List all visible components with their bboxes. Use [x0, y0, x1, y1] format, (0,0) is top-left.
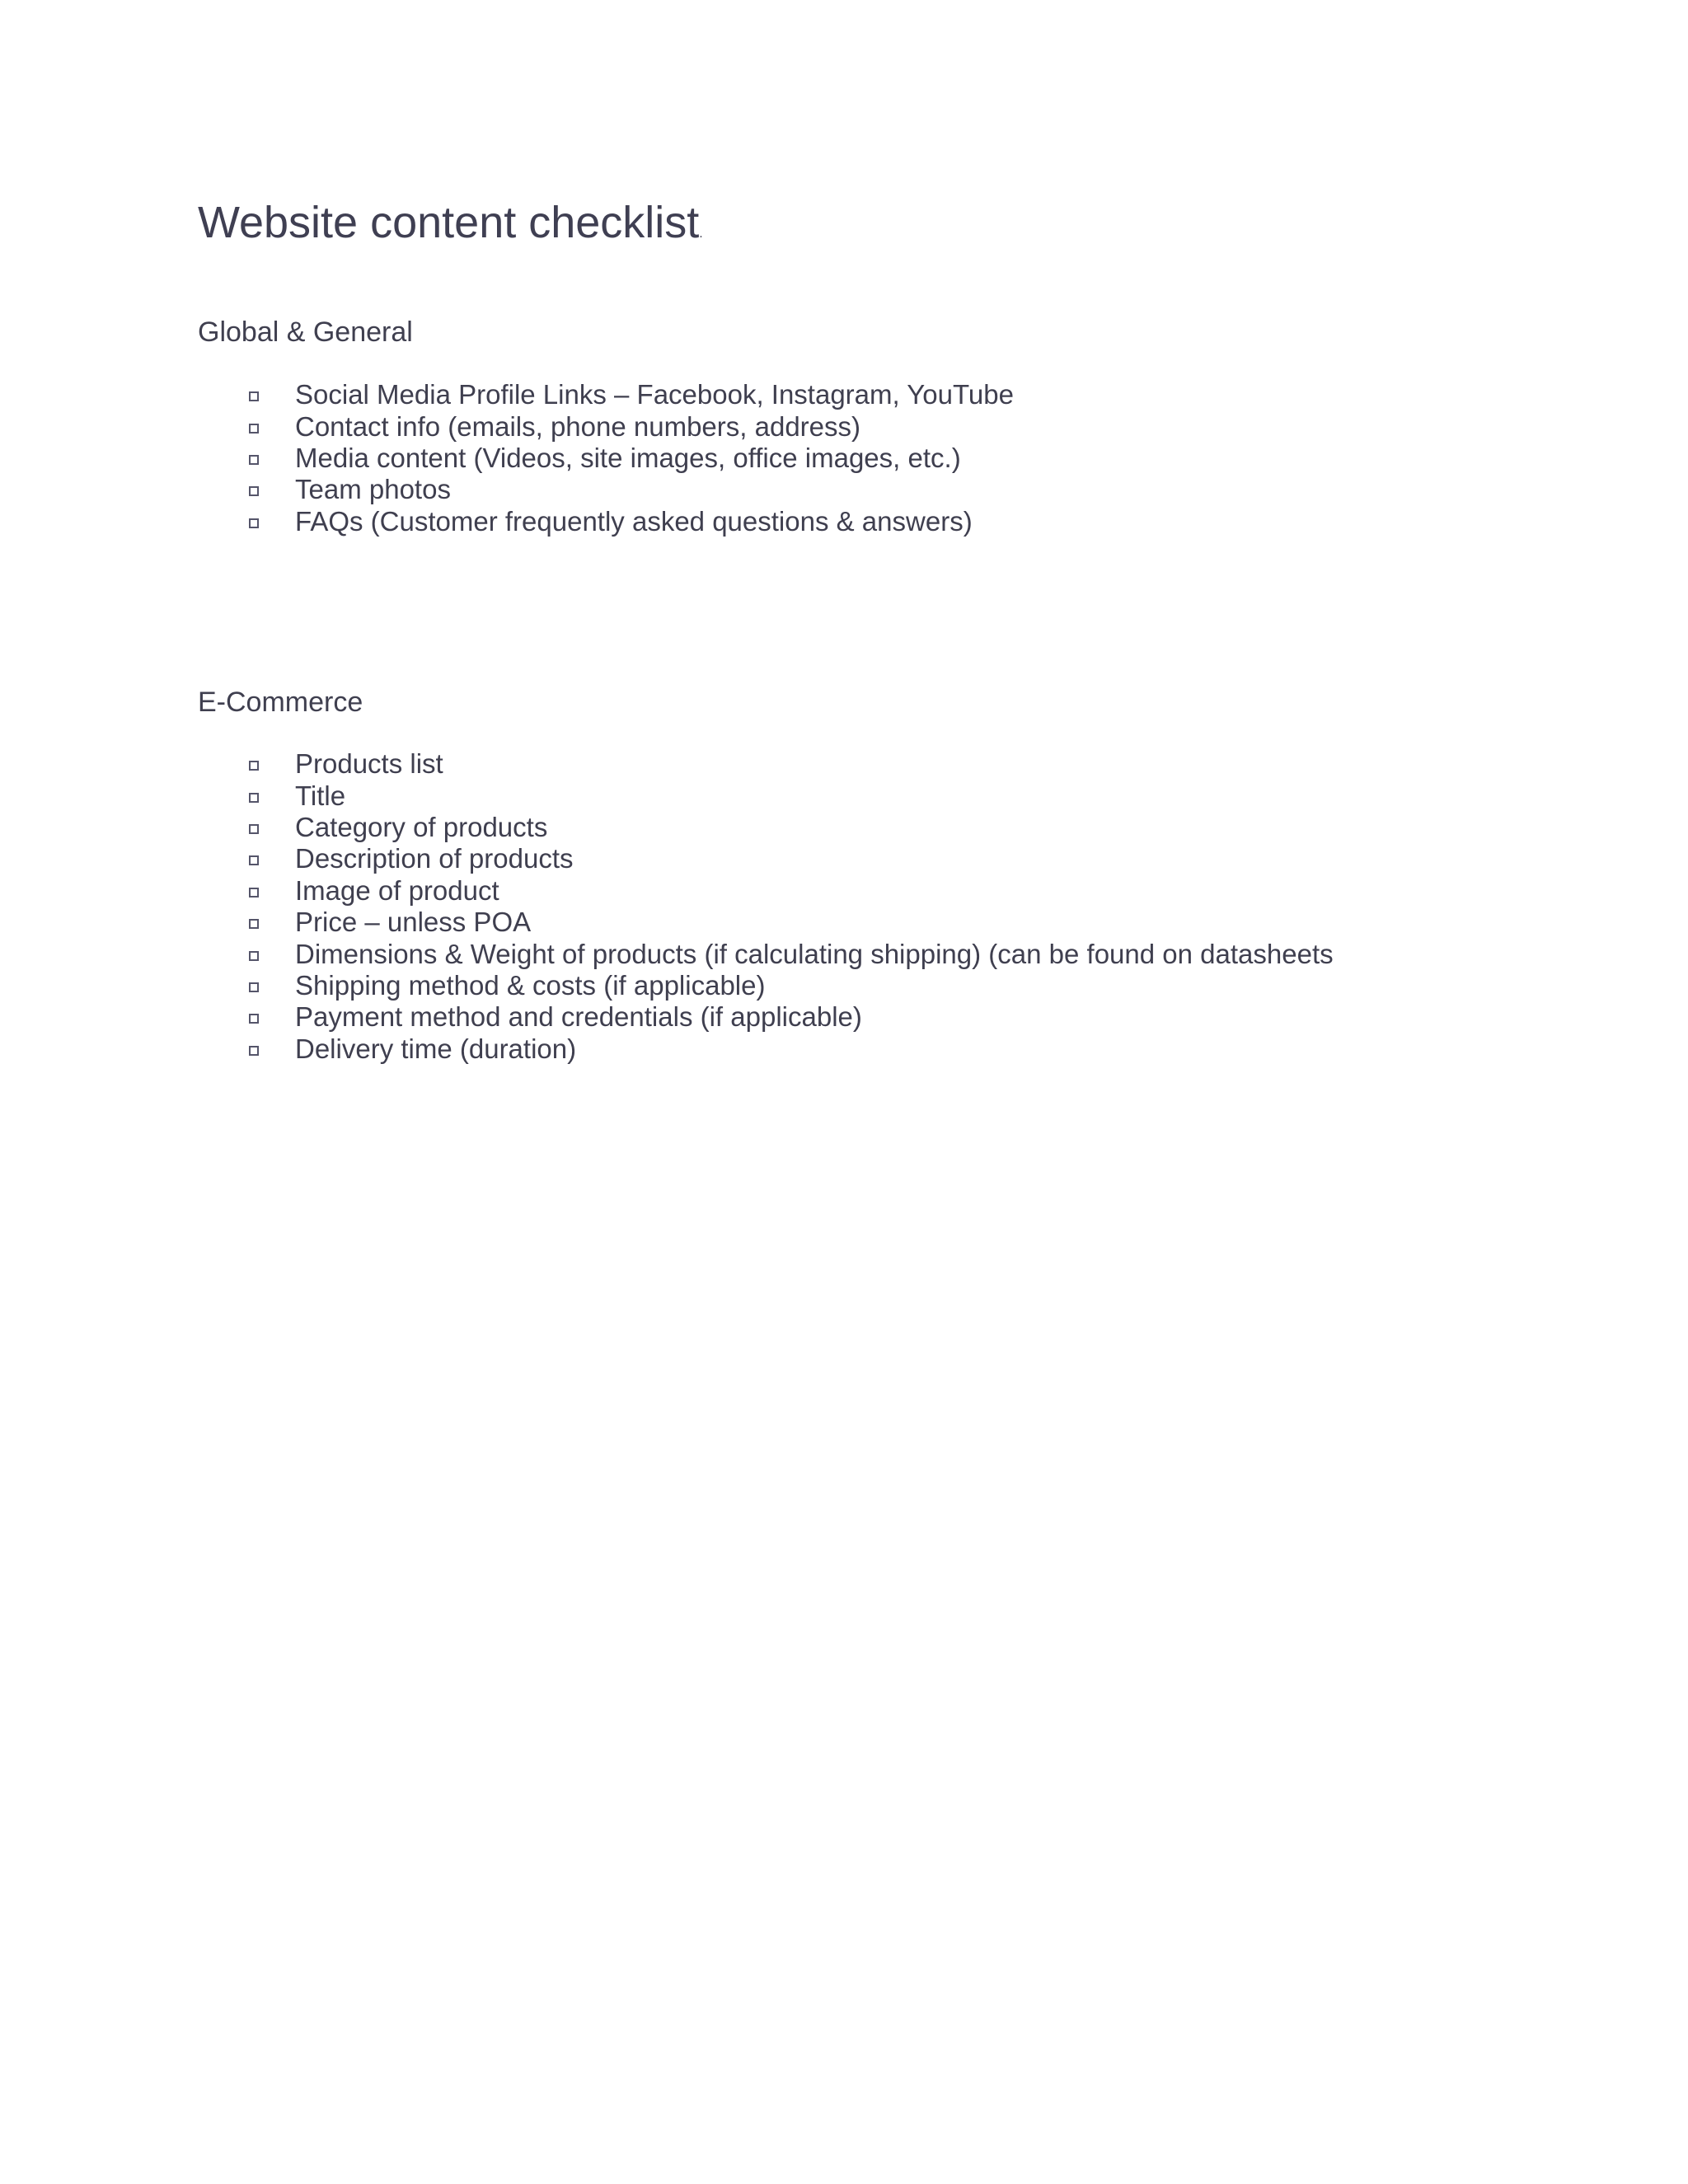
checklist-item-label: FAQs (Customer frequently asked questions & answers)	[295, 505, 973, 537]
checklist-item-label: Payment method and credentials (if applicable)	[295, 1001, 862, 1033]
checklist-item[interactable]	[247, 970, 1334, 1001]
checkbox-icon[interactable]	[249, 518, 259, 528]
checklist-item-label: Delivery time (duration)	[295, 1033, 577, 1064]
checklist-item-label: Shipping method & costs (if applicable)	[295, 969, 766, 1001]
checkbox-icon[interactable]	[249, 486, 259, 496]
checklist-item-label: Team photos	[295, 474, 451, 505]
checkbox-icon[interactable]	[249, 982, 259, 992]
checklist-item[interactable]	[247, 907, 1334, 938]
checklist-item[interactable]	[247, 780, 1334, 811]
checklist	[247, 379, 1014, 537]
checklist-item-label: Contact info (emails, phone numbers, address)	[295, 410, 861, 442]
checklist-item-label: Description of products	[295, 843, 574, 874]
checklist-item[interactable]	[247, 443, 1014, 474]
title-text: Website content checklist	[198, 198, 700, 247]
page-title	[198, 196, 703, 249]
checkbox-icon[interactable]	[249, 761, 259, 771]
checklist-item[interactable]	[247, 875, 1334, 907]
checklist-item-label: Image of product	[295, 874, 499, 906]
checklist-item[interactable]	[247, 379, 1014, 410]
checkbox-icon[interactable]	[249, 855, 259, 865]
checklist-item-label: Price – unless POA	[295, 907, 532, 938]
checklist-item[interactable]	[247, 812, 1334, 843]
checkbox-icon[interactable]	[249, 951, 259, 961]
checkbox-icon[interactable]	[249, 824, 259, 834]
checkbox-icon[interactable]	[249, 424, 259, 434]
checklist-item[interactable]	[247, 474, 1014, 505]
checklist-item-label: Social Media Profile Links – Facebook, Instagram, YouTube	[295, 379, 1014, 410]
checklist-item[interactable]	[247, 748, 1334, 780]
checklist-item[interactable]	[247, 506, 1014, 537]
checkbox-icon[interactable]	[249, 1014, 259, 1024]
checklist-item[interactable]	[247, 938, 1334, 969]
checklist-item-label: Category of products	[295, 811, 548, 842]
checklist	[247, 748, 1334, 1065]
checkbox-icon[interactable]	[249, 1046, 259, 1056]
checklist-item-label: Media content (Videos, site images, office images, etc.)	[295, 442, 961, 473]
checkbox-icon[interactable]	[249, 391, 259, 401]
checklist-item[interactable]	[247, 410, 1014, 442]
checklist-item-label: Products list	[295, 748, 443, 780]
checklist-item-label: Title	[295, 780, 346, 811]
checkbox-icon[interactable]	[249, 455, 259, 465]
title-mark: .	[699, 227, 703, 241]
checkbox-icon[interactable]	[249, 919, 259, 929]
checklist-item[interactable]	[247, 843, 1334, 874]
checklist-item[interactable]	[247, 1033, 1334, 1065]
checkbox-icon[interactable]	[249, 793, 259, 803]
section-heading: Global & General	[198, 316, 413, 348]
section-heading: E-Commerce	[198, 687, 363, 718]
checkbox-icon[interactable]	[249, 888, 259, 898]
checklist-item-label: Dimensions & Weight of products (if calculating shipping) (can be found on datasheets	[295, 938, 1334, 969]
checklist-item[interactable]	[247, 1001, 1334, 1033]
